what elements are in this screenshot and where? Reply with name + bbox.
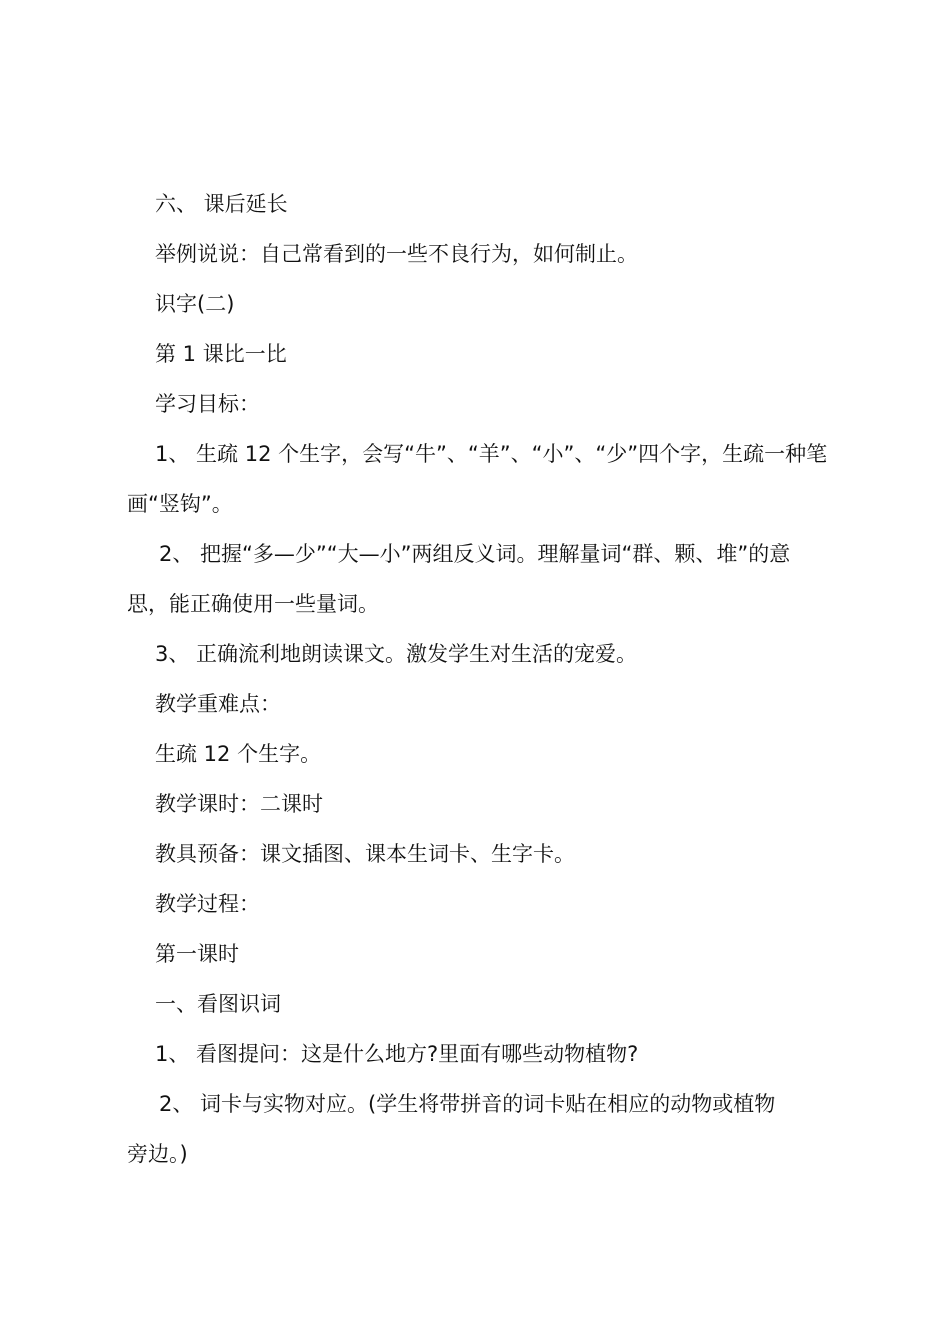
list-item: 2、 把握“多—少”“大—小”两组反义词。理解量词“群、颗、堆”的意: [159, 542, 791, 566]
section-heading: 六、 课后延长: [155, 192, 288, 216]
paragraph: 生疏 12 个生字。: [155, 742, 322, 766]
list-item-continuation: 旁边。): [127, 1142, 188, 1166]
section-heading: 教学过程：: [155, 892, 260, 916]
list-item-continuation: 思，能正确使用一些量词。: [127, 592, 379, 616]
section-heading: 教学重难点：: [155, 692, 281, 716]
list-item: 1、 看图提问：这是什么地方?里面有哪些动物植物?: [155, 1042, 639, 1066]
lesson-subtitle: 第 1 课比一比: [155, 342, 287, 366]
list-item: 3、 正确流利地朗读课文。激发学生对生活的宠爱。: [155, 642, 638, 666]
paragraph: 举例说说：自己常看到的一些不良行为，如何制止。: [155, 242, 638, 266]
section-heading: 第一课时: [155, 942, 239, 966]
list-item: 1、 生疏 12 个生字，会写“牛”、“羊”、“小”、“少”四个字，生疏一种笔: [155, 442, 828, 466]
section-heading: 学习目标：: [155, 392, 260, 416]
paragraph: 教学课时：二课时: [155, 792, 323, 816]
list-item-continuation: 画“竖钩”。: [127, 492, 233, 516]
paragraph: 教具预备：课文插图、课本生词卡、生字卡。: [155, 842, 575, 866]
list-item: 2、 词卡与实物对应。(学生将带拼音的词卡贴在相应的动物或植物: [159, 1092, 776, 1116]
section-heading: 一、看图识词: [155, 992, 281, 1016]
lesson-title: 识字(二): [155, 292, 235, 316]
